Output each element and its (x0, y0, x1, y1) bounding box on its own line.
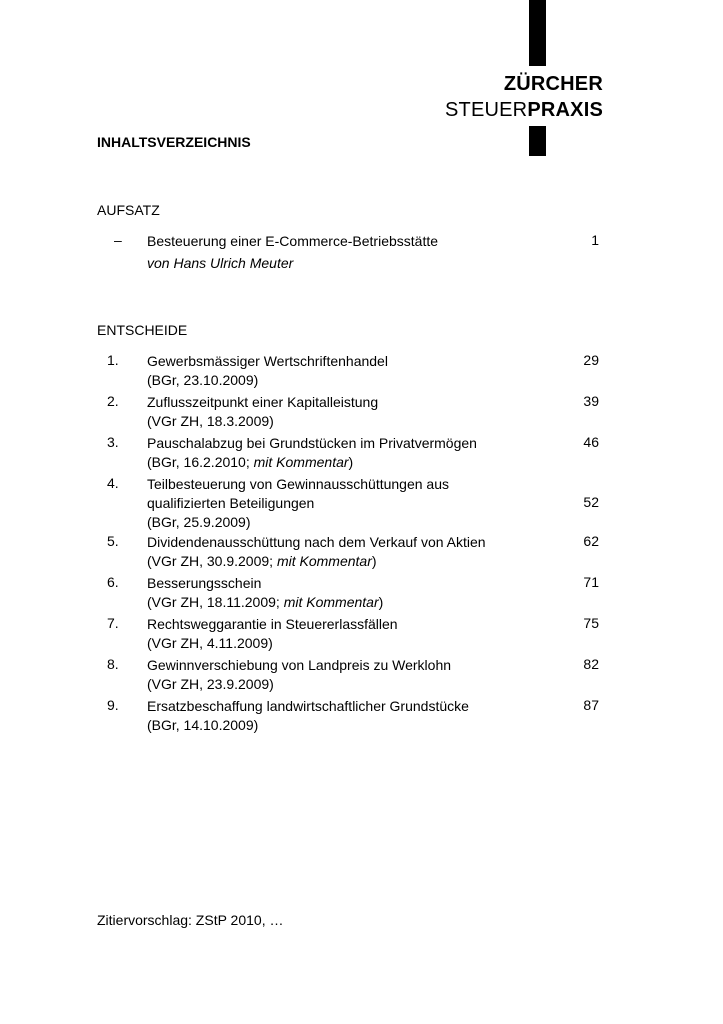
court-comment: mit Kommentar (283, 594, 379, 610)
entry-page: 46 (583, 434, 599, 450)
entry-text (147, 475, 547, 532)
brand-bar-top (529, 0, 546, 66)
entry-text (147, 232, 547, 273)
entry-text (147, 434, 547, 472)
entry-court (147, 453, 547, 472)
court-comment: mit Kommentar (253, 454, 349, 470)
entry-author: von Hans Ulrich Meuter (147, 255, 294, 271)
entry-number: 4. (107, 475, 119, 491)
brand-title-line2 (445, 98, 603, 122)
entry-page: 29 (583, 352, 599, 368)
toc-title: INHALTSVERZEICHNIS (97, 134, 251, 150)
entry-court: (BGr, 25.9.2009) (147, 514, 251, 530)
court-prefix: (VGr ZH, 18.11.2009; (147, 594, 284, 610)
entry-number: 9. (107, 697, 119, 713)
entry-title: Teilbesteuerung von Gewinnausschüttungen aus (147, 476, 449, 492)
entry-title: Gewerbsmässiger Wertschriftenhandel (147, 353, 388, 369)
entry-court: (VGr ZH, 4.11.2009) (147, 635, 273, 651)
section-heading-entscheide: ENTSCHEIDE (97, 322, 188, 338)
entry-number: 3. (107, 434, 119, 450)
entry-text (147, 615, 547, 653)
court-suffix: ) (378, 594, 384, 610)
entry-page: 1 (591, 232, 599, 248)
entry-text (147, 352, 547, 390)
brand-title-praxis: PRAXIS (527, 99, 603, 121)
entry-title: Ersatzbeschaffung landwirtschaftlicher Grundstücke (147, 698, 469, 714)
entry-number: 6. (107, 574, 119, 590)
entry-text (147, 697, 547, 735)
entry-page: 39 (583, 393, 599, 409)
entry-title: Besteuerung einer E-Commerce-Betriebsstätte (147, 233, 439, 249)
entry-title: Dividendenausschüttung nach dem Verkauf von Aktien (147, 534, 486, 550)
court-prefix: (VGr ZH, 30.9.2009; (147, 553, 277, 569)
court-comment: mit Kommentar (276, 553, 372, 569)
brand-title-line1: ZÜRCHER (503, 73, 603, 95)
entry-text (147, 656, 547, 694)
entry-court: (BGr, 14.10.2009) (147, 717, 259, 733)
entry-number: 5. (107, 533, 119, 549)
entry-marker: – (114, 232, 122, 248)
entry-page: 75 (583, 615, 599, 631)
citation-suggestion: Zitiervorschlag: ZStP 2010, … (97, 912, 284, 928)
entry-court (147, 593, 547, 612)
entry-number: 2. (107, 393, 119, 409)
entry-page: 52 (583, 494, 599, 510)
entry-title: Zuflusszeitpunkt einer Kapitalleistung (147, 394, 379, 410)
entry-text (147, 393, 547, 431)
entry-page: 82 (583, 656, 599, 672)
brand-bar-bottom (529, 126, 546, 156)
brand-title-steuer: STEUER (445, 99, 528, 121)
entry-number: 1. (107, 352, 119, 368)
entry-court (147, 552, 547, 571)
entry-court: (BGr, 23.10.2009) (147, 372, 259, 388)
entry-title-cont: qualifizierten Beteiligungen (147, 495, 315, 511)
entry-title: Pauschalabzug bei Grundstücken im Privatvermögen (147, 435, 477, 451)
entry-court: (VGr ZH, 23.9.2009) (147, 676, 274, 692)
entry-title: Gewinnverschiebung von Landpreis zu Werklohn (147, 657, 452, 673)
court-suffix: ) (348, 454, 354, 470)
entry-title: Rechtsweggarantie in Steuererlassfällen (147, 616, 398, 632)
entry-number: 8. (107, 656, 119, 672)
entry-page: 87 (583, 697, 599, 713)
entry-text (147, 533, 547, 571)
entry-number: 7. (107, 615, 119, 631)
entry-page: 71 (583, 574, 599, 590)
entry-text (147, 574, 547, 612)
section-heading-aufsatz: AUFSATZ (97, 202, 160, 218)
entry-court: (VGr ZH, 18.3.2009) (147, 413, 274, 429)
court-prefix: (BGr, 16.2.2010; (147, 454, 254, 470)
entry-title: Besserungsschein (147, 575, 262, 591)
court-suffix: ) (371, 553, 377, 569)
entry-page: 62 (583, 533, 599, 549)
